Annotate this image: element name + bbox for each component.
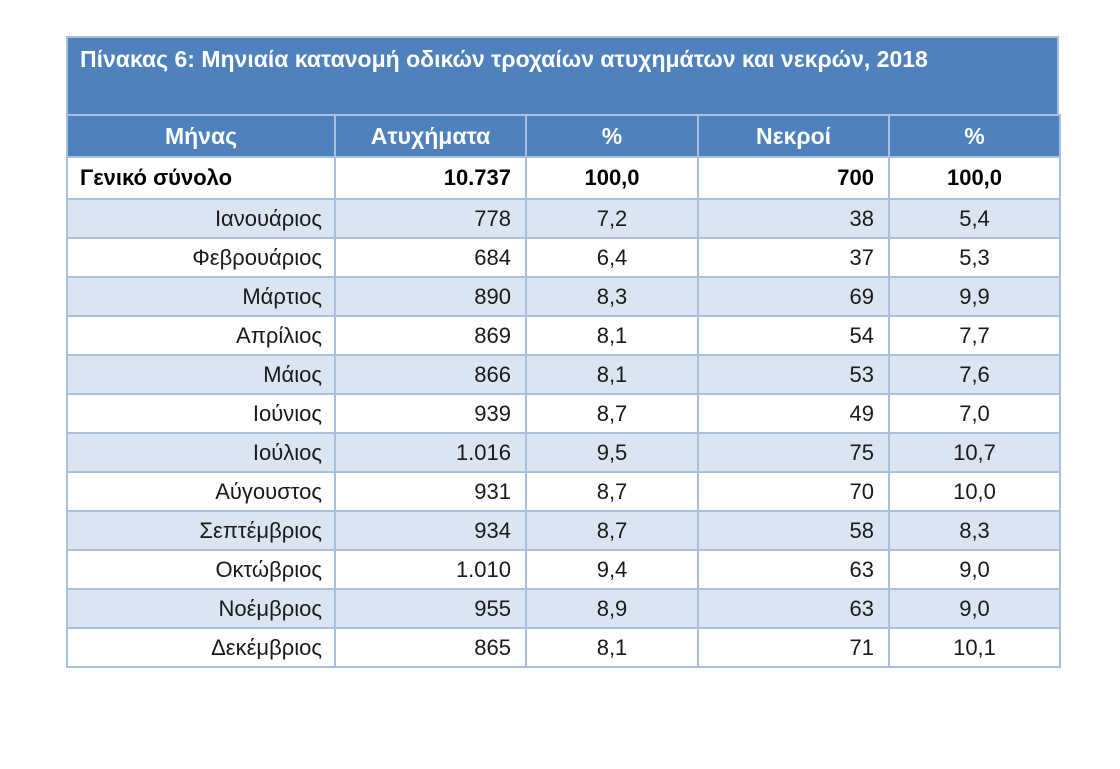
table-row <box>67 550 1060 589</box>
table-row <box>67 199 1060 238</box>
table-row <box>67 628 1060 667</box>
table-row <box>67 589 1060 628</box>
accidents-pct-cell: 8,1 <box>526 628 698 667</box>
header-deaths: Νεκροί <box>698 115 889 157</box>
month-cell: Φεβρουάριος <box>67 238 335 277</box>
accidents-pct-cell: 9,4 <box>526 550 698 589</box>
deaths-pct-cell: 7,7 <box>889 316 1060 355</box>
deaths-cell: 53 <box>698 355 889 394</box>
header-month: Μήνας <box>67 115 335 157</box>
table-row <box>67 238 1060 277</box>
total-row <box>67 157 1060 199</box>
deaths-cell: 58 <box>698 511 889 550</box>
accidents-cell: 866 <box>335 355 526 394</box>
accidents-pct-cell: 8,1 <box>526 355 698 394</box>
accidents-pct-cell: 8,7 <box>526 511 698 550</box>
deaths-pct-cell: 7,6 <box>889 355 1060 394</box>
month-cell: Οκτώβριος <box>67 550 335 589</box>
month-cell: Ιούλιος <box>67 433 335 472</box>
deaths-cell: 49 <box>698 394 889 433</box>
deaths-cell: 63 <box>698 589 889 628</box>
accidents-cell: 955 <box>335 589 526 628</box>
accidents-cell: 939 <box>335 394 526 433</box>
month-cell: Αύγουστος <box>67 472 335 511</box>
accidents-pct-cell: 7,2 <box>526 199 698 238</box>
accidents-cell: 934 <box>335 511 526 550</box>
table-row <box>67 472 1060 511</box>
deaths-cell: 71 <box>698 628 889 667</box>
table-title: Πίνακας 6: Μηνιαία κατανομή οδικών τροχαίων ατυχημάτων και νεκρών, 2018 <box>66 36 1059 114</box>
table-row <box>67 433 1060 472</box>
deaths-pct-cell: 9,9 <box>889 277 1060 316</box>
deaths-cell: 54 <box>698 316 889 355</box>
total-label: Γενικό σύνολο <box>67 157 335 199</box>
table-row <box>67 394 1060 433</box>
monthly-accidents-table <box>66 114 1061 668</box>
deaths-pct-cell: 9,0 <box>889 589 1060 628</box>
month-cell: Μάιος <box>67 355 335 394</box>
table-row <box>67 316 1060 355</box>
accidents-cell: 1.016 <box>335 433 526 472</box>
header-accidents: Ατυχήματα <box>335 115 526 157</box>
month-cell: Ιούνιος <box>67 394 335 433</box>
month-cell: Απρίλιος <box>67 316 335 355</box>
accidents-table-container <box>66 36 1059 668</box>
deaths-cell: 38 <box>698 199 889 238</box>
accidents-pct-cell: 6,4 <box>526 238 698 277</box>
accidents-cell: 869 <box>335 316 526 355</box>
deaths-pct-cell: 9,0 <box>889 550 1060 589</box>
accidents-cell: 931 <box>335 472 526 511</box>
accidents-pct-cell: 8,7 <box>526 394 698 433</box>
deaths-cell: 63 <box>698 550 889 589</box>
deaths-pct-cell: 8,3 <box>889 511 1060 550</box>
month-cell: Μάρτιος <box>67 277 335 316</box>
deaths-cell: 37 <box>698 238 889 277</box>
month-cell: Ιανουάριος <box>67 199 335 238</box>
accidents-pct-cell: 8,3 <box>526 277 698 316</box>
accidents-cell: 865 <box>335 628 526 667</box>
month-cell: Δεκέμβριος <box>67 628 335 667</box>
deaths-pct-cell: 5,4 <box>889 199 1060 238</box>
header-deaths-pct: % <box>889 115 1060 157</box>
table-row <box>67 277 1060 316</box>
table-body <box>67 157 1060 667</box>
accidents-cell: 684 <box>335 238 526 277</box>
deaths-pct-cell: 5,3 <box>889 238 1060 277</box>
deaths-cell: 69 <box>698 277 889 316</box>
total-accidents: 10.737 <box>335 157 526 199</box>
table-header <box>67 115 1060 157</box>
deaths-pct-cell: 7,0 <box>889 394 1060 433</box>
total-deaths-pct: 100,0 <box>889 157 1060 199</box>
table-row <box>67 511 1060 550</box>
total-accidents-pct: 100,0 <box>526 157 698 199</box>
accidents-cell: 778 <box>335 199 526 238</box>
accidents-cell: 890 <box>335 277 526 316</box>
accidents-pct-cell: 8,9 <box>526 589 698 628</box>
deaths-pct-cell: 10,1 <box>889 628 1060 667</box>
total-deaths: 700 <box>698 157 889 199</box>
deaths-cell: 70 <box>698 472 889 511</box>
accidents-pct-cell: 9,5 <box>526 433 698 472</box>
deaths-pct-cell: 10,7 <box>889 433 1060 472</box>
deaths-cell: 75 <box>698 433 889 472</box>
accidents-pct-cell: 8,1 <box>526 316 698 355</box>
month-cell: Σεπτέμβριος <box>67 511 335 550</box>
deaths-pct-cell: 10,0 <box>889 472 1060 511</box>
header-accidents-pct: % <box>526 115 698 157</box>
month-cell: Νοέμβριος <box>67 589 335 628</box>
accidents-pct-cell: 8,7 <box>526 472 698 511</box>
table-row <box>67 355 1060 394</box>
accidents-cell: 1.010 <box>335 550 526 589</box>
header-row <box>67 115 1060 157</box>
